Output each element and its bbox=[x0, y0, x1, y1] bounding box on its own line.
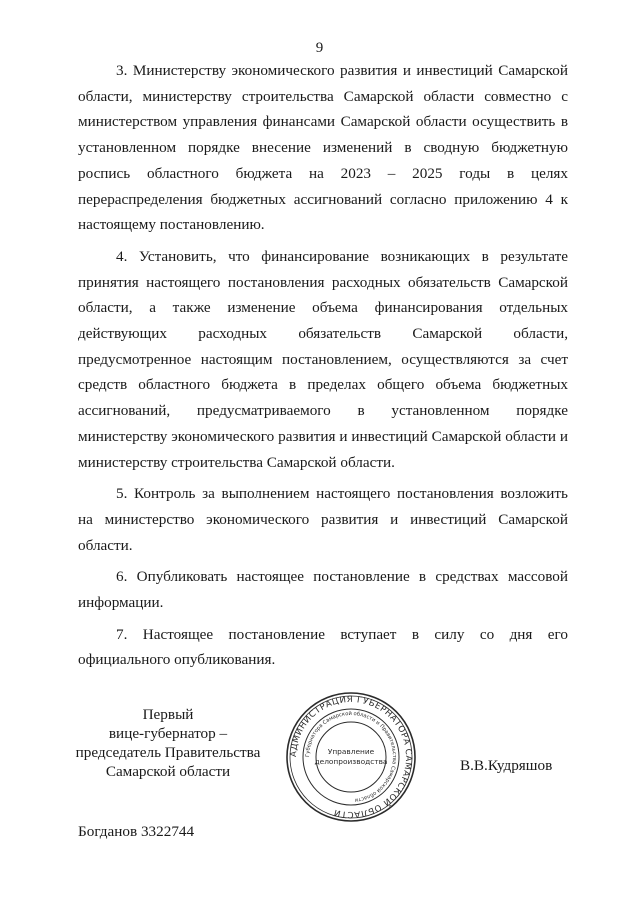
executor-note: Богданов 3322744 bbox=[78, 823, 195, 840]
signatory-name: В.В.Кудряшов bbox=[460, 757, 553, 774]
paragraph-7: 7. Настоящее постановление вступает в силу со дня его официального опубликования. bbox=[78, 625, 568, 669]
document-body bbox=[78, 58, 568, 679]
page-number: 9 bbox=[315, 40, 324, 56]
paragraph-5: 5. Контроль за выполнением настоящего постановления возложить на министерство экономического развития и инвестиций Самарской области. bbox=[78, 485, 568, 554]
paragraph-4: 4. Установить, что финансирование возникающих в результате принятия настоящего постановления расходных обязательств Самарской области, а также изменение объема финансирования отдельных действующих расходных обязательств Самарской области, предусмотренное настоящим постановлением, осуществляются за счет средств областного бюджета в пределах общего объема бюджетных ассигнований, предусматриваемого в установленном порядке министерству экономического развития и инвестиций Самарской области и министерству строительства Самарской области. bbox=[78, 247, 568, 471]
seal-center-line-1: Управление bbox=[327, 747, 375, 756]
seal-graphic bbox=[284, 690, 418, 824]
official-seal bbox=[284, 690, 418, 824]
paragraph-6: 6. Опубликовать настоящее постановление в средствах массовой информации. bbox=[78, 568, 568, 612]
paragraph-3: 3. Министерству экономического развития и инвестиций Самарской области, министерству строительства Самарской области совместно с министерством управления финансами Самарской области осуществить в установленном порядке внесение изменений в сводную бюджетную роспись областного бюджета на 2023 – 2025 годы в целях перераспределения бюджетных ассигнований согласно приложению 4 к настоящему постановлению. bbox=[78, 62, 568, 234]
signatory-title bbox=[60, 705, 276, 781]
signatory-title-line: Самарской области bbox=[105, 763, 231, 780]
signatory-title-line: председатель Правительства bbox=[75, 744, 261, 761]
seal-inner-text: Губернатора Самарской области и Правительства Самарской области bbox=[304, 710, 398, 803]
signatory-title-line: Первый bbox=[142, 706, 194, 723]
seal-center-line-2: делопроизводства bbox=[314, 757, 388, 766]
seal-outer-text: АДМИНИСТРАЦИЯ ГУБЕРНАТОРА САМАРСКОЙ ОБЛАСТИ bbox=[288, 694, 414, 820]
signatory-title-line: вице-губернатор – bbox=[108, 725, 228, 742]
